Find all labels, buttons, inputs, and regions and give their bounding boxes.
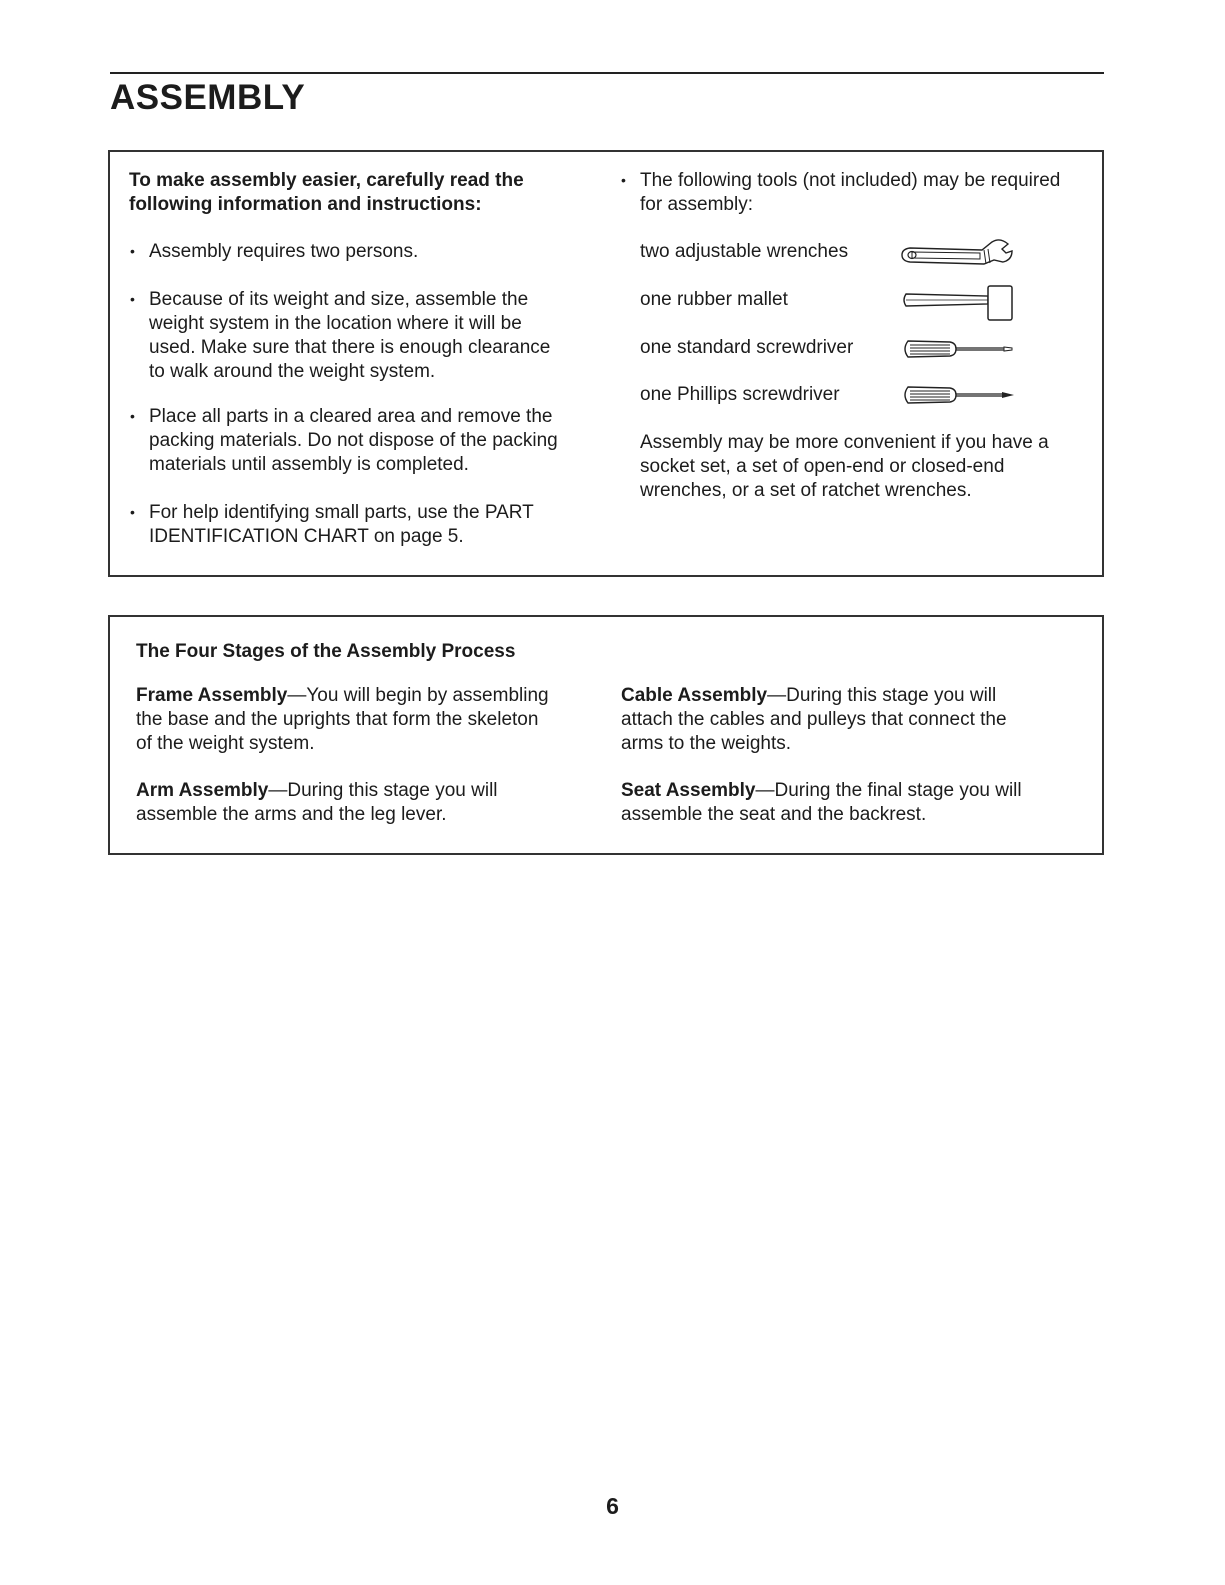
stage-arm-line-1 — [136, 779, 498, 803]
stage-cable-line-2: attach the cables and pulleys that connect the — [621, 709, 1007, 730]
bullet-dot: • — [130, 408, 135, 424]
tool-label-standard-screwdriver: one standard screwdriver — [640, 337, 854, 358]
bullet-4-line-1: For help identifying small parts, use the PART — [149, 502, 534, 523]
bullet-dot: • — [130, 504, 135, 520]
stage-seat-line-2: assemble the seat and the backrest. — [621, 804, 927, 825]
bullet-3-line-1: Place all parts in a cleared area and remove the — [149, 406, 553, 427]
stage-frame-line-3: of the weight system. — [136, 733, 315, 754]
stage-cable-line-1 — [621, 684, 996, 708]
stage-seat-line-1 — [621, 779, 1022, 803]
convenience-line-3: wrenches, or a set of ratchet wrenches. — [640, 480, 972, 501]
tool-label-wrenches: two adjustable wrenches — [640, 241, 849, 262]
standard-screwdriver-icon — [900, 337, 1018, 361]
bullet-dot: • — [130, 291, 135, 307]
convenience-line-1: Assembly may be more convenient if you have a — [640, 432, 1049, 453]
page-number: 6 — [606, 1493, 619, 1519]
page-title: ASSEMBLY — [110, 78, 306, 117]
stage-arm-line-2: assemble the arms and the leg lever. — [136, 804, 447, 825]
stage-frame-name: Frame Assembly — [136, 685, 288, 706]
stage-cable-name: Cable Assembly — [621, 685, 768, 706]
bullet-2-line-4: to walk around the weight system. — [149, 361, 436, 382]
stage-frame-line-1 — [136, 684, 549, 708]
bullet-2-line-1: Because of its weight and size, assemble the — [149, 289, 529, 310]
tool-label-mallet: one rubber mallet — [640, 289, 788, 310]
adjustable-wrench-icon — [900, 238, 1015, 270]
bullet-1-line-1: Assembly requires two persons. — [149, 241, 419, 262]
stage-cable-line-3: arms to the weights. — [621, 733, 792, 754]
stage-frame-line-2: the base and the uprights that form the skeleton — [136, 709, 539, 730]
stage-arm-name: Arm Assembly — [136, 780, 269, 801]
info-heading-line-2: following information and instructions: — [129, 194, 482, 215]
bullet-3-line-2: packing materials. Do not dispose of the packing — [149, 430, 558, 451]
bullet-dot: • — [130, 243, 135, 259]
convenience-line-2: socket set, a set of open-end or closed-end — [640, 456, 1005, 477]
stage-seat-name: Seat Assembly — [621, 780, 756, 801]
header-rule — [110, 72, 1104, 74]
bullet-dot: • — [621, 172, 626, 188]
info-heading-line-1: To make assembly easier, carefully read the — [129, 170, 524, 191]
bullet-3-line-3: materials until assembly is completed. — [149, 454, 469, 475]
stage-arm-text: —During this stage you will — [268, 780, 498, 801]
stage-seat-text: —During the final stage you will — [755, 780, 1022, 801]
tools-intro-line-1: The following tools (not included) may be required — [640, 170, 1061, 191]
tool-label-phillips-screwdriver: one Phillips screwdriver — [640, 384, 840, 405]
stages-heading: The Four Stages of the Assembly Process — [136, 641, 516, 662]
stage-cable-text: —During this stage you will — [767, 685, 997, 706]
bullet-2-line-3: used. Make sure that there is enough clearance — [149, 337, 551, 358]
bullet-2-line-2: weight system in the location where it will be — [149, 313, 522, 334]
phillips-screwdriver-icon — [900, 383, 1018, 407]
rubber-mallet-icon — [900, 284, 1020, 324]
tools-intro-line-2: for assembly: — [640, 194, 753, 215]
bullet-4-line-2: IDENTIFICATION CHART on page 5. — [149, 526, 464, 547]
stage-frame-text: —You will begin by assembling — [287, 685, 549, 706]
